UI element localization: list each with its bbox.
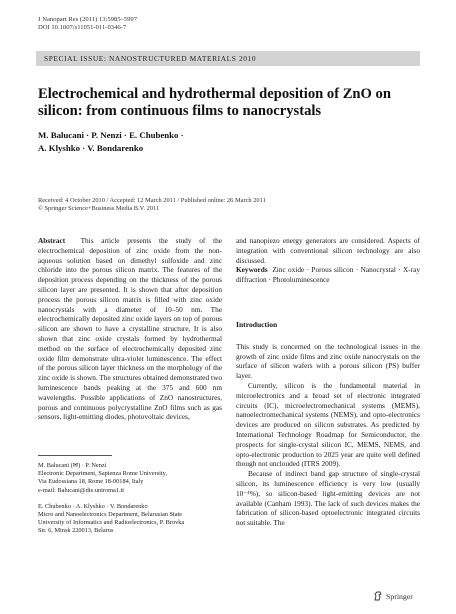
publisher-name: Springer [386,591,413,601]
abstract-continuation: and nanopiezo energy generators are considered. Aspects of integration with conventional silicon technology are also discussed. [236,236,420,265]
journal-header [38,16,137,33]
article-title: Electrochemical and hydrothermal deposition of ZnO on silicon: from continuous films to nanocrystals [38,86,391,119]
affiliation-line: Str. 6, Minsk 220013, Belarus [38,527,114,535]
springer-horse-icon [373,591,383,601]
affiliations [38,462,222,544]
email-link[interactable]: e-mail: Balucani@die.uniroma1.it [38,486,125,494]
copyright-line: © Springer Science+Business Media B.V. 2011 [38,205,160,213]
keywords [236,265,420,285]
left-column [38,236,222,422]
author-line-2: A. Klyshko · V. Bondarenko [38,143,144,153]
affiliation-line: University of Informatics and Radioelectronics, P. Brovka [38,519,185,527]
affiliation-line: Via Eudossiana 18, Rome 18-00184, Italy [38,478,144,486]
intro-paragraph-1: This study is concerned on the technological issues in the growth of zinc oxide films and zinc oxide nanocrystals on the surface of silicon wafers with a porous silicon (PS) buffer layer. [236,341,420,381]
affiliation-line: M. Balucani (✉) · P. Nenzi [38,462,107,469]
intro-paragraph-2: Currently, silicon is the fundamental material in microelectronics and a broad set of electronic integrated circuits (IC), microelectromechanical systems (MEMS), nanoelectromechanical systems (NEMS), and opto-electronics devices are produced on silicon substrates. As predicted by International Technology Roadmap for Semiconductor, the prospects for single-crystal silicon IC, MEMS, NEMS, and opto-electronic production to 2025 year are quite well defined though not unclouded (ITRS 2009). [236,380,420,469]
abstract-label: Abstract [38,236,66,245]
affiliation-1 [38,462,222,495]
affiliation-line: E. Chubenko · A. Klyshko · V. Bondarenko [38,502,148,510]
special-issue-banner: SPECIAL ISSUE: NANOSTRUCTURED MATERIALS 2010 [36,51,420,66]
abstract [38,236,222,422]
author-list [38,129,184,155]
author-line-1: M. Balucani · P. Nenzi · E. Chubenko · [38,130,184,140]
intro-paragraph-3: Because of indirect band gap structure of single-crystal silicon, its luminescence efficiency is very low (usually 10⁻⁴%), so silicon-based light-emitting devices are not available (Canham 1993). The lack of such devices makes the fabrication of silicon-based optoelectronic integrated circuits not suitable. The [236,469,420,528]
dates-line: Received: 4 October 2010 / Accepted: 12 March 2011 / Published online: 26 March 2011 [38,197,266,204]
keywords-label: Keywords [236,265,268,275]
springer-logo [373,591,413,601]
abstract-text: This article presents the study of the electrochemical deposition of zinc oxide from the non-aqueous solution based on dimethyl sulfoxide and zinc chloride into the porous silicon matrix. The features of the deposition process depending on the thickness of the porous silicon layer are presented. It is shown that after deposition process the porous silicon matrix is filled with zinc oxide nanocrystals with a diameter of 10–50 nm. The electrochemically deposited zinc oxide layers on top of porous silicon are shown to have a crystalline structure. It is also shown that zinc oxide crystals formed by hydrothermal method on the surface of electrochemically deposited zinc oxide film demonstrate ultra-violet luminescence. The effect of the porous silicon layer thickness on the morphology of the zinc oxide is shown. The structures obtained demonstrated two luminescence bands peaking at the 375 and 600 nm wavelengths. Possible applications of ZnO nanostructures, porous and continuous polycrystalline ZnO films such as gas sensors, light-emitting diodes, photovoltaic devices, [38,236,222,422]
affiliation-line: Electronic Department, Sapienza Rome University, [38,470,167,478]
publication-dates [38,197,266,214]
keywords-text: Zinc oxide · Porous silicon · Nanocrystal · X-ray diffraction · Photoluminescence [236,265,420,285]
right-column [236,236,420,528]
footnote-divider [38,455,112,456]
introduction-heading: Introduction [236,319,278,329]
affiliation-line: Micro and Nanoelectronics Department, Belarusian State [38,511,183,519]
affiliation-2 [38,503,222,536]
journal-citation: J Nanopart Res (2011) 13:5985–5997 [38,16,138,23]
journal-doi[interactable]: DOI 10.1007/s11051-011-0346-7 [38,24,127,32]
